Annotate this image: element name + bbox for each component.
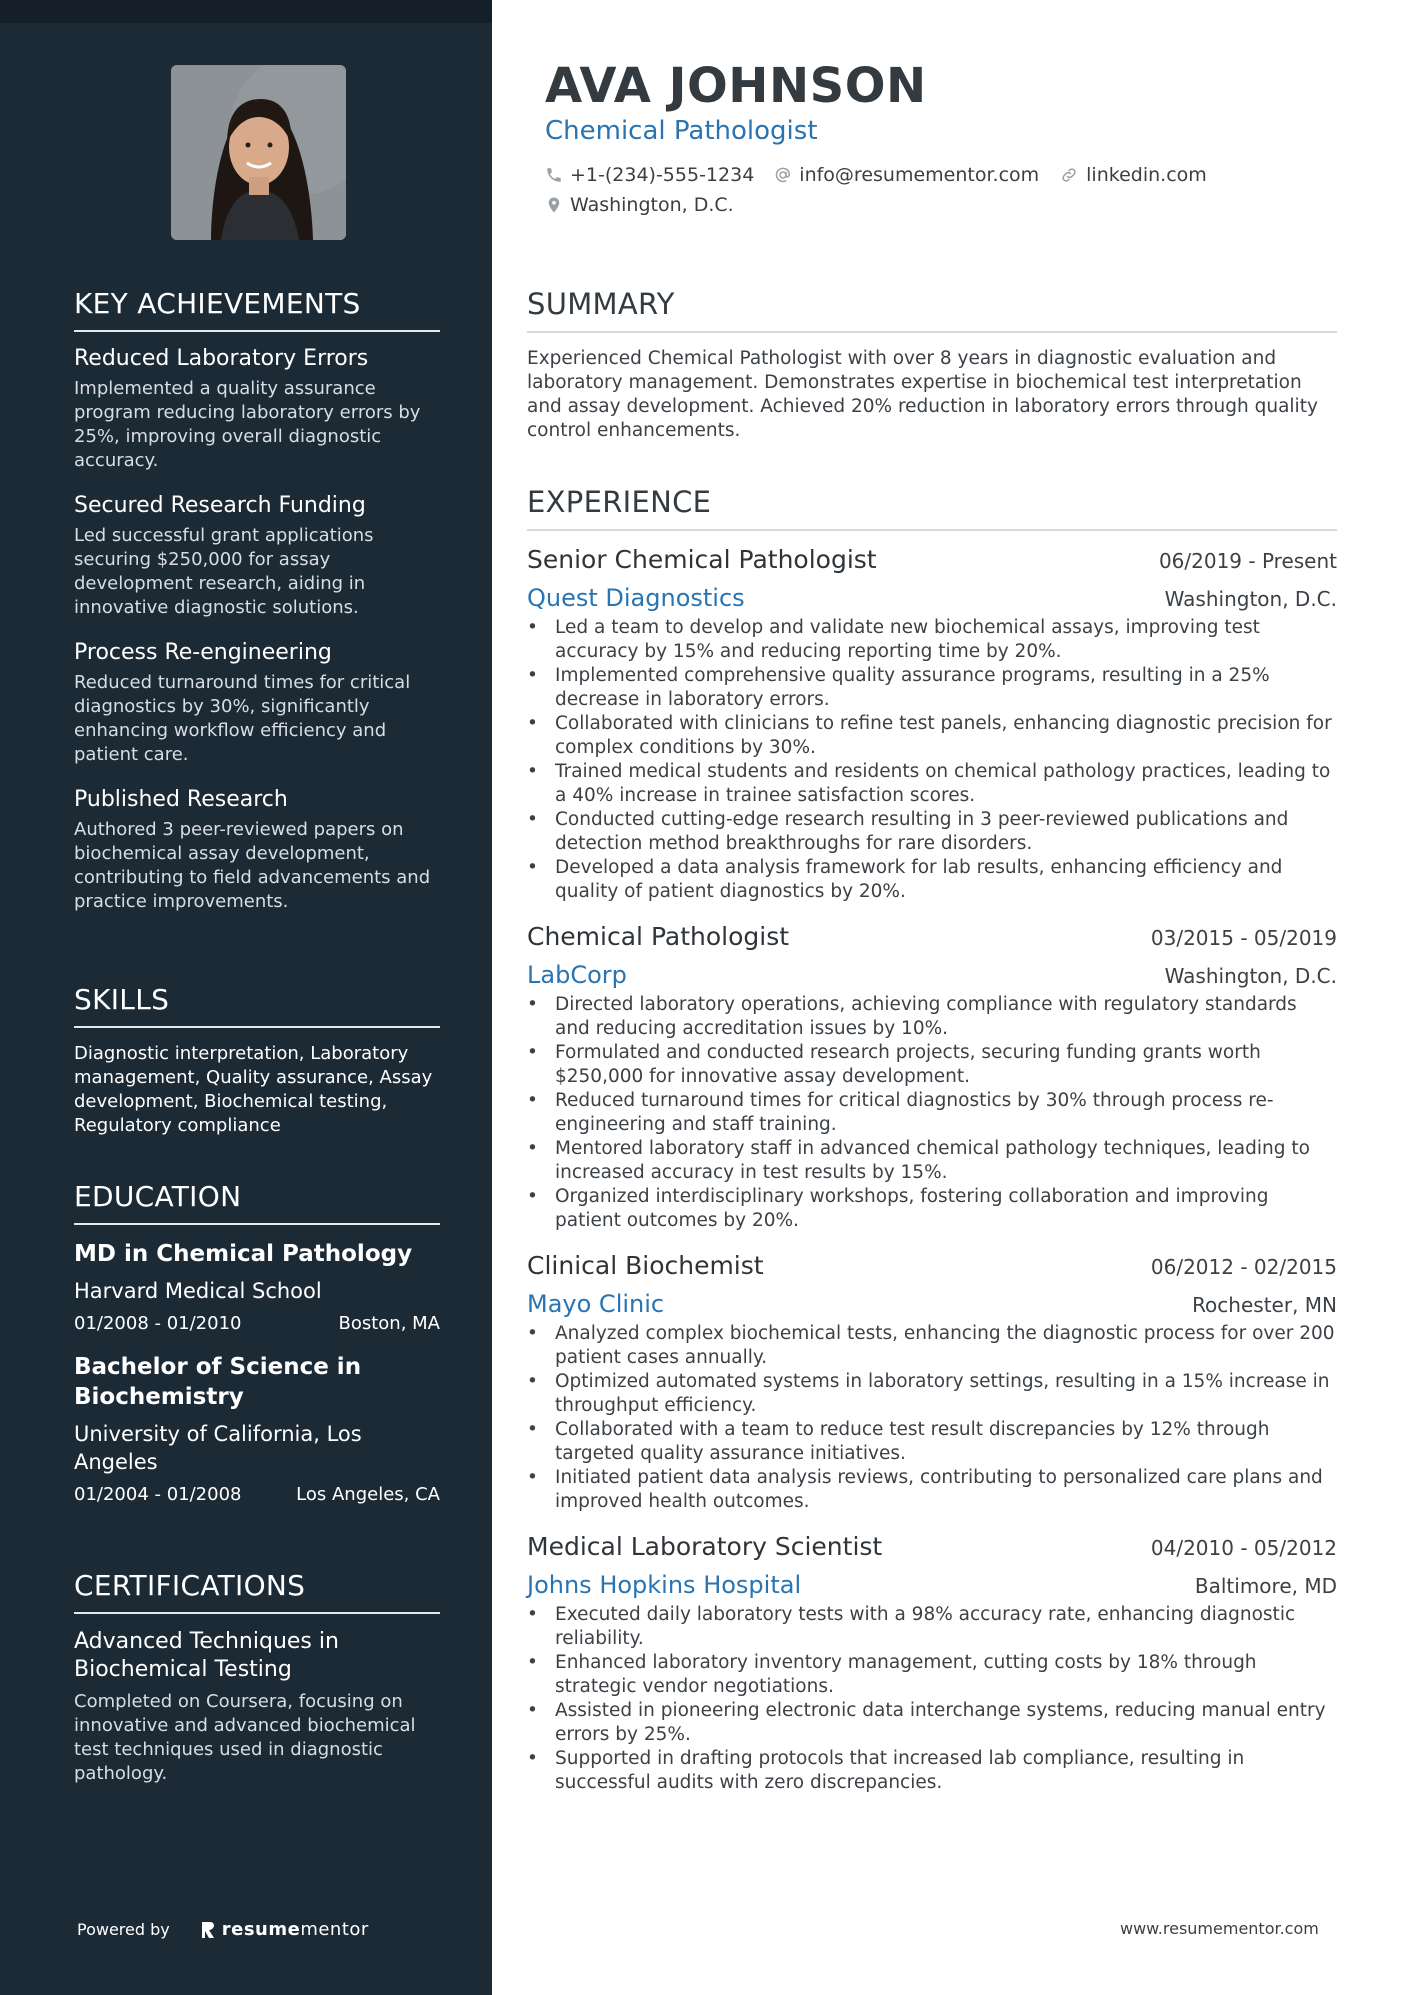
job-title: Clinical Biochemist [527,1251,764,1280]
education-school: University of California, Los Angeles [74,1422,362,1474]
job-bullet: • Led a team to develop and validate new biochemical assays, improving test accuracy by 15% and reducing reporting time by 20%. [527,616,1337,664]
achievement-description: Implemented a quality assurance program reducing laboratory errors by 25%, improving overall diagnostic accuracy. [74,378,421,471]
at-sign-icon [774,166,792,184]
experience-section [527,485,1337,1813]
location-pin-icon [545,195,563,215]
brand-name-part1: resume [221,1919,301,1940]
education-meta [74,1484,440,1505]
job-bullet: • Organized interdisciplinary workshops, fostering collaboration and improving patient outcomes by 20%. [527,1185,1337,1233]
job-bullet: • Formulated and conducted research projects, securing funding grants worth $250,000 for innovative assay development. [527,1041,1337,1089]
sidebar-top-bar [0,0,492,23]
brand-logo[interactable] [200,1919,369,1940]
job-location: Washington, D.C. [1164,587,1337,611]
job-bullets [527,616,1337,904]
achievement-title: Secured Research Funding [74,493,366,518]
education-section [74,1180,440,1523]
email-text: info@resumementor.com [799,164,1040,186]
job-location: Rochester, MN [1192,1293,1337,1317]
education-degree: Bachelor of Science in Biochemistry [74,1354,362,1410]
job-company: Johns Hopkins Hospital [527,1571,802,1599]
job-bullet: • Developed a data analysis framework for lab results, enhancing efficiency and quality of patient diagnostics by 20%. [527,856,1337,904]
summary-text: Experienced Chemical Pathologist with over 8 years in diagnostic evaluation and laboratory management. Demonstrates expertise in biochemical test interpretation and assay development. Achieved 20% reduction in laboratory errors through quality control enhancements. [527,348,1318,441]
job-bullet: • Assisted in pioneering electronic data interchange systems, reducing manual entry errors by 25%. [527,1699,1337,1747]
job-bullet: • Collaborated with a team to reduce test result discrepancies by 12% through targeted quality assurance initiatives. [527,1418,1337,1466]
sidebar [0,0,492,1995]
job-dates: 06/2012 - 02/2015 [1150,1255,1337,1279]
job-bullet: • Optimized automated systems in laboratory settings, resulting in a 15% increase in throughput efficiency. [527,1370,1337,1418]
job-bullet: • Executed daily laboratory tests with a 98% accuracy rate, enhancing diagnostic reliability. [527,1603,1337,1651]
education-item [74,1352,440,1505]
certifications-section [74,1569,440,1786]
job-bullet: • Conducted cutting-edge research resulting in 3 peer-reviewed publications and detection method breakthroughs for rare disorders. [527,808,1337,856]
certification-title: Advanced Techniques in Biochemical Testing [74,1629,339,1682]
education-dates: 01/2004 - 01/2008 [74,1484,242,1505]
linkedin-text: linkedin.com [1086,164,1207,186]
job-location: Baltimore, MD [1194,1574,1337,1598]
job-bullet: • Enhanced laboratory inventory management, cutting costs by 18% through strategic vendor negotiations. [527,1651,1337,1699]
education-heading: EDUCATION [74,1180,440,1225]
job-dates: 06/2019 - Present [1158,549,1337,573]
candidate-role: Chemical Pathologist [545,116,818,146]
job-bullets [527,1322,1337,1514]
achievement-item [74,787,440,914]
job-bullets [527,993,1337,1233]
resumementor-logo-icon [200,1920,216,1940]
education-school: Harvard Medical School [74,1279,322,1303]
location-text: Washington, D.C. [570,194,734,216]
skills-section [74,983,440,1138]
job-bullets [527,1603,1337,1795]
job-title: Senior Chemical Pathologist [527,545,877,574]
phone-contact[interactable] [545,164,754,186]
job-bullet: • Collaborated with clinicians to refine test panels, enhancing diagnostic precision for complex conditions by 30%. [527,712,1337,760]
achievement-title: Reduced Laboratory Errors [74,346,369,371]
achievement-title: Process Re-engineering [74,640,332,665]
key-achievements-section [74,287,440,934]
email-contact[interactable] [774,164,1039,186]
job-entry [527,1532,1337,1795]
profile-photo [171,65,346,240]
achievement-description: Authored 3 peer-reviewed papers on biochemical assay development, contributing to field advancements and practice improvements. [74,819,431,912]
job-entry [527,1251,1337,1514]
job-bullet: • Reduced turnaround times for critical diagnostics by 30% through process re-engineering and staff training. [527,1089,1337,1137]
education-meta [74,1313,440,1334]
achievement-item [74,640,440,767]
job-bullet: • Supported in drafting protocols that increased lab compliance, resulting in successful audits with zero discrepancies. [527,1747,1337,1795]
achievement-description: Led successful grant applications securing $250,000 for assay development research, aiding in innovative diagnostic solutions. [74,525,374,618]
education-item [74,1239,440,1334]
job-title: Chemical Pathologist [527,922,790,951]
contact-info [545,164,1335,224]
education-location: Los Angeles, CA [296,1484,440,1505]
job-dates: 04/2010 - 05/2012 [1150,1536,1337,1560]
job-entry [527,922,1337,1233]
footer-website-link[interactable]: www.resumementor.com [1120,1919,1319,1938]
education-dates: 01/2008 - 01/2010 [74,1313,242,1334]
job-location: Washington, D.C. [1164,964,1337,988]
powered-by-label: Powered by [77,1920,170,1939]
certifications-heading: CERTIFICATIONS [74,1569,440,1614]
achievement-description: Reduced turnaround times for critical diagnostics by 30%, significantly enhancing workflow efficiency and patient care. [74,672,411,765]
key-achievements-heading: KEY ACHIEVEMENTS [74,287,440,332]
experience-heading: EXPERIENCE [527,485,1337,531]
location-contact [545,194,734,216]
achievement-title: Published Research [74,787,288,812]
education-degree: MD in Chemical Pathology [74,1241,413,1267]
job-bullet: • Initiated patient data analysis reviews, contributing to personalized care plans and improved health outcomes. [527,1466,1337,1514]
contact-row [545,194,1335,216]
linkedin-contact[interactable] [1059,164,1207,186]
job-title: Medical Laboratory Scientist [527,1532,883,1561]
powered-by [77,1919,369,1940]
link-icon [1059,166,1079,184]
job-company: Quest Diagnostics [527,584,745,612]
summary-heading: SUMMARY [527,287,1337,333]
job-company: Mayo Clinic [527,1290,665,1318]
summary-section [527,287,1337,443]
job-entry [527,545,1337,904]
job-bullet: • Implemented comprehensive quality assurance programs, resulting in a 25% decrease in laboratory errors. [527,664,1337,712]
certification-description: Completed on Coursera, focusing on innovative and advanced biochemical test techniques used in diagnostic pathology. [74,1691,416,1784]
achievement-item [74,493,440,620]
job-dates: 03/2015 - 05/2019 [1150,926,1337,950]
skills-heading: SKILLS [74,983,440,1028]
job-bullet: • Directed laboratory operations, achieving compliance with regulatory standards and reducing accreditation issues by 10%. [527,993,1337,1041]
phone-icon [545,166,563,184]
candidate-name: AVA JOHNSON [545,58,927,114]
job-bullet: • Mentored laboratory staff in advanced chemical pathology techniques, leading to increased accuracy in test results by 15%. [527,1137,1337,1185]
brand-name-part2: mentor [300,1919,369,1940]
job-bullet: • Trained medical students and residents on chemical pathology practices, leading to a 40% increase in trainee satisfaction scores. [527,760,1337,808]
job-company: LabCorp [527,961,627,989]
education-location: Boston, MA [338,1313,440,1334]
skills-list: Diagnostic interpretation, Laboratory management, Quality assurance, Assay development, Biochemical testing, Regulatory compliance [74,1043,433,1136]
certification-item [74,1628,440,1786]
phone-text: +1-(234)-555-1234 [570,164,755,186]
contact-row [545,164,1335,186]
job-bullet: • Analyzed complex biochemical tests, enhancing the diagnostic process for over 200 patient cases annually. [527,1322,1337,1370]
achievement-item [74,346,440,473]
